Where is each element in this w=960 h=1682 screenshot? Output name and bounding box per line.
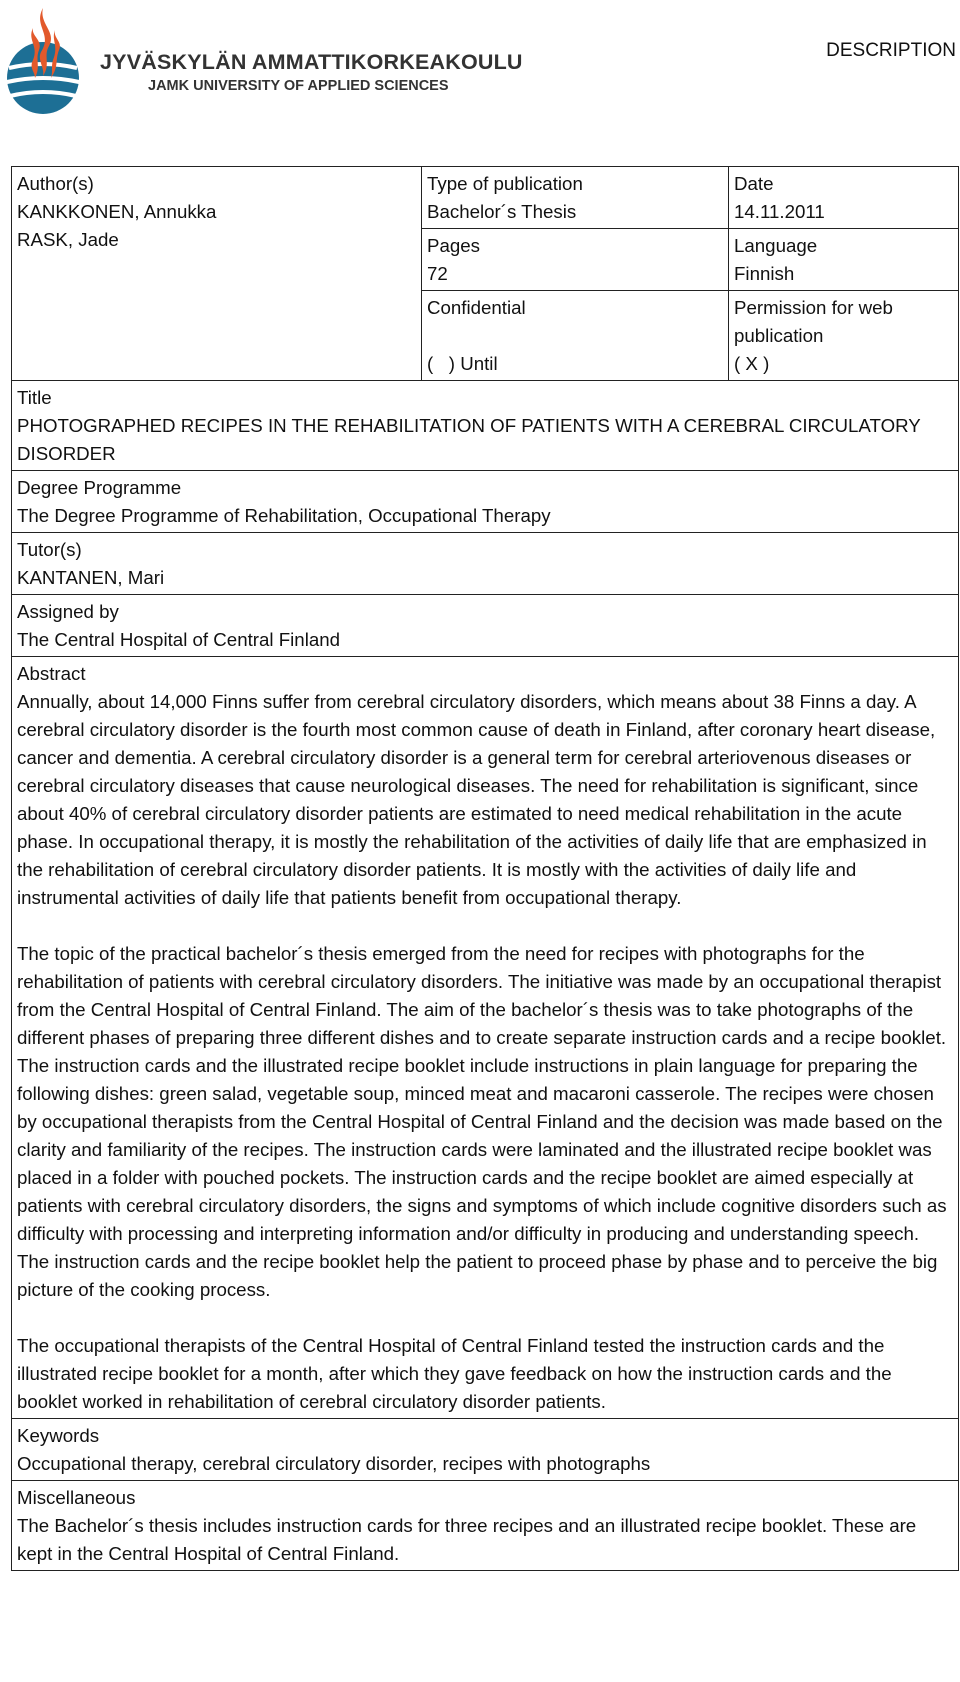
abstract-paragraph: The topic of the practical bachelor´s thesis emerged from the need for recipes with photographs for the rehabilitation of patients with cerebral circulatory disorders. The initiative was made by an occupational therapist from the Central Hospital of Central Finland. The aim of the bachelor´s thesis was to take photographs of the different phases of preparing three different dishes and to create separate instruction cards and a recipe booklet. The instruction cards and the illustrated recipe booklet include instructions in plain language for preparing the following dishes: green salad, vegetable soup, minced meat and macaroni casserole. The recipes were chosen by occupational therapists from the Central Hospital of Central Finland and the decision was made based on the clarity and familiarity of the recipes. The instruction cards were laminated and the illustrated recipe booklet was placed in a folder with pouched pockets. The instruction cards and the recipe booklet are aimed especially at patients with cerebral circulatory disorders, the signs and symptoms of which include cognitive disorders such as difficulty with processing and interpreting information and/or difficulty in producing and understanding speech. The instruction cards and the recipe booklet help the patient to proceed phase by phase and to perceive the big picture of the cooking process. — [17, 943, 947, 1300]
organization-name-english: JAMK UNIVERSITY OF APPLIED SCIENCES — [148, 78, 449, 94]
tutors-value: KANTANEN, Mari — [17, 567, 165, 588]
language-cell — [729, 229, 959, 291]
confidential-value: ( ) Until — [427, 353, 498, 374]
publication-type-label: Type of publication — [427, 173, 583, 194]
keywords-label: Keywords — [17, 1425, 100, 1446]
abstract-cell — [12, 657, 959, 1419]
title-label: Title — [17, 387, 52, 408]
organization-name: JYVÄSKYLÄN AMMATTIKORKEAKOULU — [100, 50, 523, 74]
abstract-paragraph: Annually, about 14,000 Finns suffer from cerebral circulatory disorders, which means about 38 Finns a day. A cerebral circulatory disorder is the fourth most common cause of death in Finland, after coronary heart disease, cancer and dementia. A cerebral circulatory disorder is a general term for cerebral arteriovenous diseases or cerebral circulatory diseases that cause neurological diseases. The need for rehabilitation is significant, since about 40% of cerebral circulatory disorder patients are estimated to need medical rehabilitation in the acute phase. In occupational therapy, it is mostly the rehabilitation of the activities of daily life that are emphasized in the rehabilitation of cerebral circulatory disorder patients. It is mostly with the activities of daily life and instrumental activities of daily life that patients benefit from occupational therapy. — [17, 691, 936, 908]
degree-programme-label: Degree Programme — [17, 477, 182, 498]
flame-globe-logo-icon — [3, 6, 83, 116]
pages-label: Pages — [427, 235, 480, 256]
web-permission-label: Permission for web publication — [734, 297, 893, 346]
thesis-title: PHOTOGRAPHED RECIPES IN THE REHABILITATION OF PATIENTS WITH A CEREBRAL CIRCULATORY DISORDER — [17, 415, 921, 464]
degree-programme-cell — [12, 471, 959, 533]
assigned-by-value: The Central Hospital of Central Finland — [17, 629, 341, 650]
assigned-by-cell — [12, 595, 959, 657]
publication-type-cell — [422, 167, 729, 229]
miscellaneous-label: Miscellaneous — [17, 1487, 136, 1508]
keywords-cell — [12, 1419, 959, 1481]
assigned-by-label: Assigned by — [17, 601, 119, 622]
abstract-paragraph: The occupational therapists of the Central Hospital of Central Finland tested the instruction cards and the illustrated recipe booklet for a month, after which they gave feedback on how the instruction cards and the booklet worked in rehabilitation of cerebral circulatory disorder patients. — [17, 1335, 892, 1412]
authors-label: Author(s) — [17, 173, 94, 194]
date-cell — [729, 167, 959, 229]
tutors-label: Tutor(s) — [17, 539, 82, 560]
pages-cell — [422, 229, 729, 291]
description-table — [11, 166, 959, 1571]
degree-programme-value: The Degree Programme of Rehabilitation, Occupational Therapy — [17, 505, 551, 526]
pages-value: 72 — [427, 263, 448, 284]
publication-type-value: Bachelor´s Thesis — [427, 201, 577, 222]
abstract-label: Abstract — [17, 663, 86, 684]
miscellaneous-value: The Bachelor´s thesis includes instruction cards for three recipes and an illustrated recipe booklet. These are kept in the Central Hospital of Central Finland. — [17, 1515, 917, 1564]
author-name: KANKKONEN, Annukka — [17, 201, 217, 222]
miscellaneous-cell — [12, 1481, 959, 1571]
title-cell — [12, 381, 959, 471]
author-name: RASK, Jade — [17, 229, 119, 250]
tutors-cell — [12, 533, 959, 595]
document-type-label: DESCRIPTION — [826, 40, 956, 61]
document-header — [0, 0, 960, 160]
web-permission-value: ( X ) — [734, 353, 770, 374]
confidential-cell — [422, 291, 729, 381]
authors-cell — [12, 167, 422, 381]
web-permission-cell — [729, 291, 959, 381]
language-label: Language — [734, 235, 818, 256]
date-label: Date — [734, 173, 774, 194]
language-value: Finnish — [734, 263, 795, 284]
confidential-label: Confidential — [427, 297, 526, 318]
keywords-value: Occupational therapy, cerebral circulatory disorder, recipes with photographs — [17, 1453, 651, 1474]
date-value: 14.11.2011 — [734, 201, 825, 222]
